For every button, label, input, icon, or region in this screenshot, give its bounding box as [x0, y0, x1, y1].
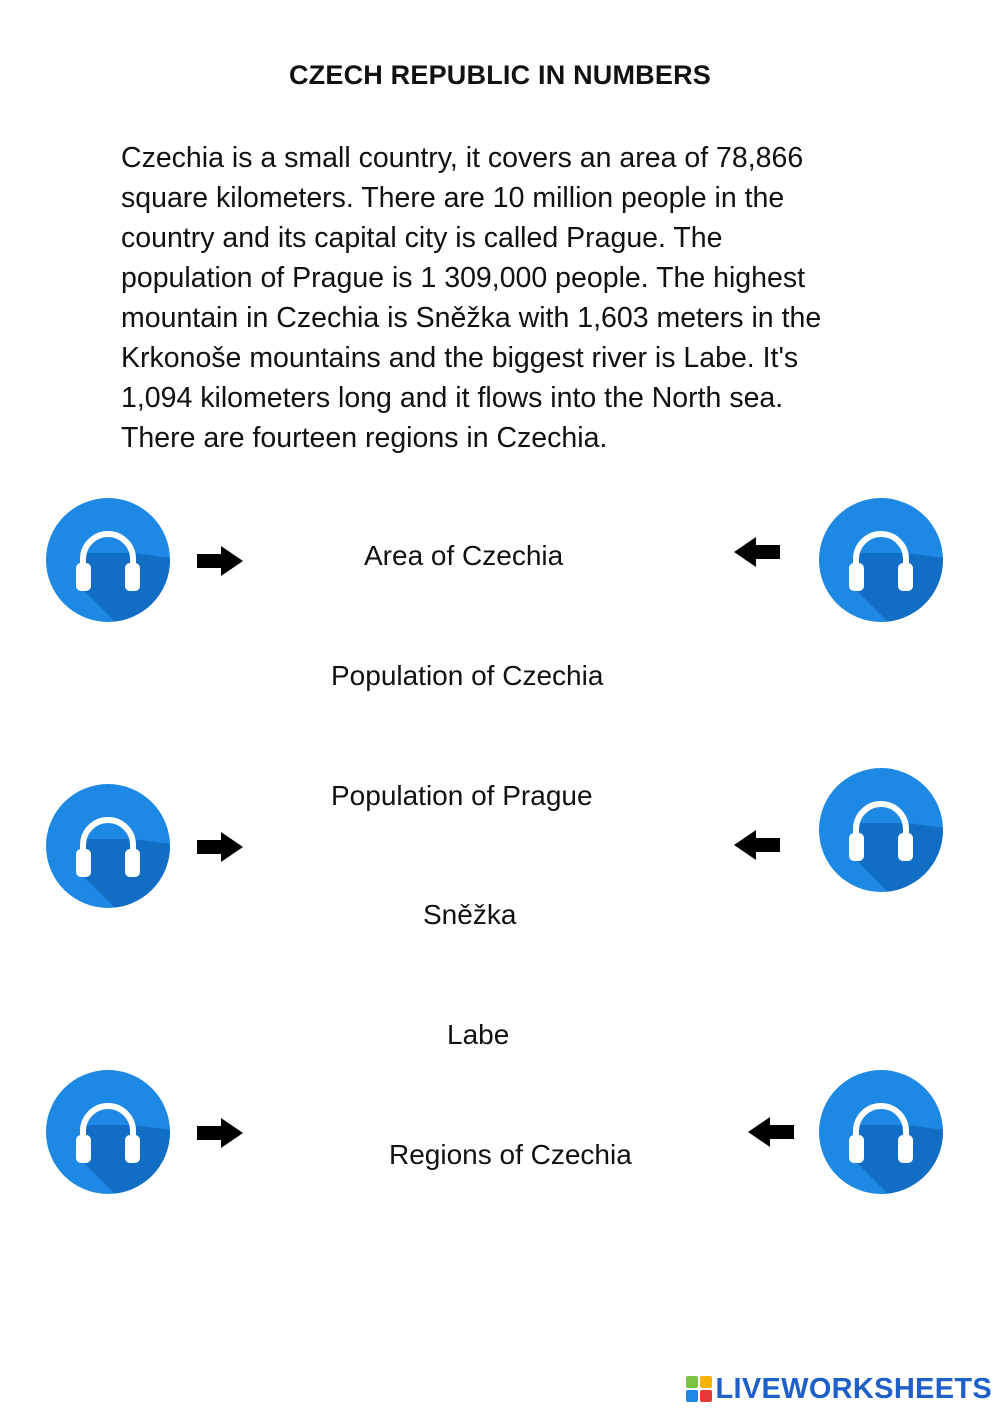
audio-button-right-2[interactable]: [818, 767, 944, 893]
paragraph-line: Czechia is a small country, it covers an area of 78,866: [121, 142, 804, 174]
arrow-left-icon: [732, 828, 782, 862]
audio-button-left-3[interactable]: [45, 1069, 171, 1195]
arrow-left-icon: [746, 1115, 796, 1149]
arrow-left-icon: [732, 535, 782, 569]
logo-text: LIVEWORKSHEETS: [715, 1372, 992, 1405]
label-area-of-czechia: Area of Czechia: [364, 540, 564, 571]
arrow-right-icon: [195, 830, 245, 864]
audio-button-right-1[interactable]: [818, 497, 944, 623]
headphones-icon: [45, 783, 171, 909]
label-regions-of-czechia: Regions of Czechia: [389, 1139, 632, 1170]
headphones-icon: [818, 767, 944, 893]
audio-button-left-1[interactable]: [45, 497, 171, 623]
paragraph-line: square kilometers. There are 10 million people in the: [121, 182, 785, 214]
paragraph-line: There are fourteen regions in Czechia.: [121, 422, 608, 454]
headphones-icon: [818, 497, 944, 623]
label-labe: Labe: [447, 1019, 510, 1050]
paragraph-line: mountain in Czechia is Sněžka with 1,603 meters in the: [121, 302, 822, 334]
label-population-of-prague: Population of Prague: [331, 780, 593, 811]
headphones-icon: [818, 1069, 944, 1195]
headphones-icon: [45, 1069, 171, 1195]
label-population-of-czechia: Population of Czechia: [331, 660, 604, 691]
liveworksheets-logo: [686, 1371, 993, 1407]
audio-button-right-3[interactable]: [818, 1069, 944, 1195]
paragraph-line: population of Prague is 1 309,000 people. The highest: [121, 262, 805, 294]
arrow-right-icon: [195, 544, 245, 578]
paragraph-line: Krkonoše mountains and the biggest river is Labe. It's: [121, 342, 799, 374]
headphones-icon: [45, 497, 171, 623]
paragraph-line: 1,094 kilometers long and it flows into the North sea.: [121, 382, 784, 414]
liveworksheets-logo-icon: [686, 1376, 712, 1402]
paragraph-line: country and its capital city is called Prague. The: [121, 222, 723, 254]
arrow-right-icon: [195, 1116, 245, 1150]
page-title: CZECH REPUBLIC IN NUMBERS: [288, 60, 711, 90]
intro-paragraph: [121, 138, 881, 458]
audio-button-left-2[interactable]: [45, 783, 171, 909]
label-snezka: Sněžka: [423, 899, 517, 930]
